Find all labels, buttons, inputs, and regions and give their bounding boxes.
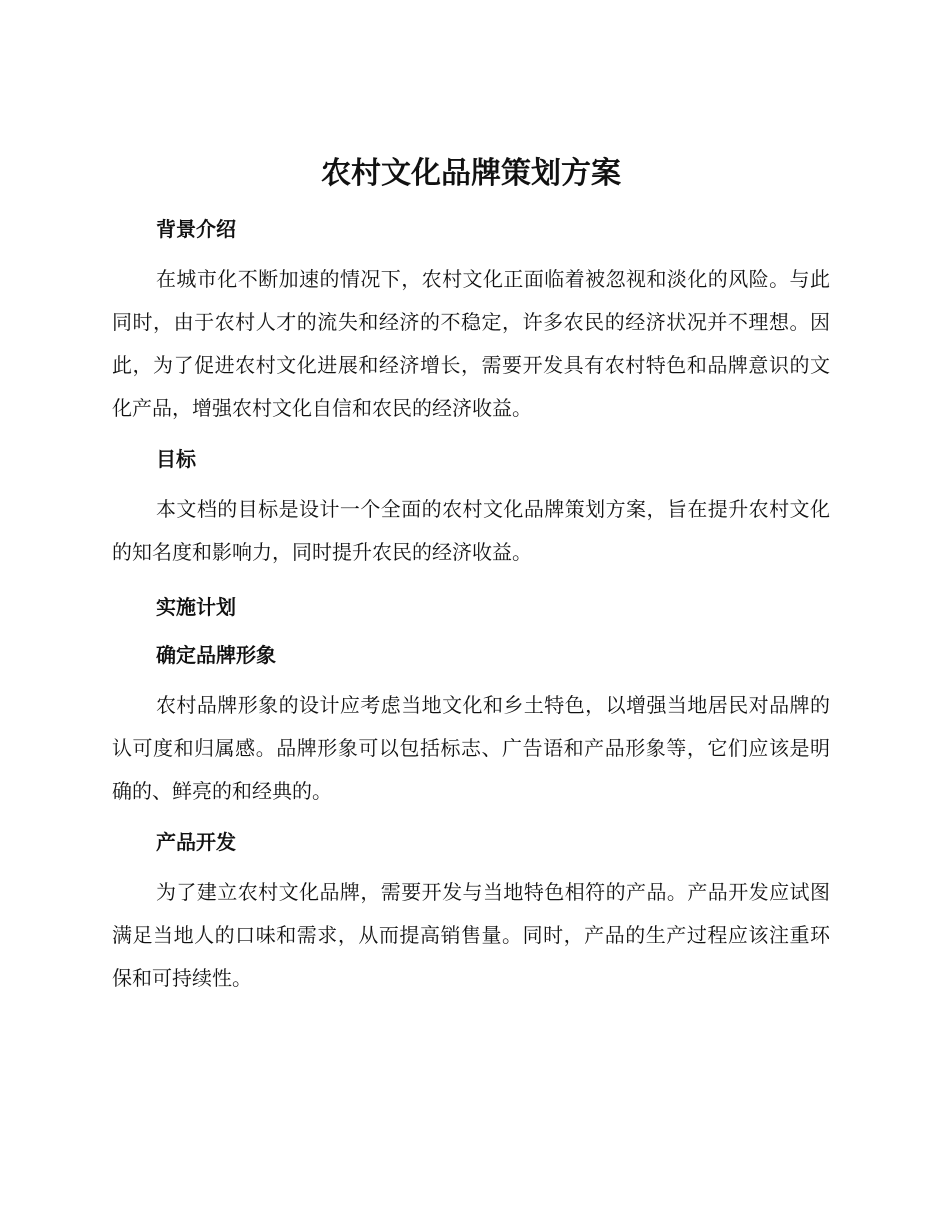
spacer: [112, 244, 830, 258]
spacer: [112, 430, 830, 444]
document-title: 农村文化品牌策划方案: [321, 156, 621, 191]
spacer: [112, 670, 830, 684]
spacer: [112, 813, 830, 827]
spacer: [112, 574, 830, 592]
section-heading-goal: 目标: [156, 447, 196, 471]
section-body-background: 在城市化不断加速的情况下，农村文化正面临着被忽视和淡化的风险。与此同时，由于农村人才的流失和经济的不稳定，许多农民的经济状况并不理想。因此，为了促进农村文化进展和经济增长，需要开发具有农村特色和品牌意识的文化产品，增强农村文化自信和农民的经济收益。: [112, 267, 830, 420]
section-heading-background: 背景介绍: [156, 217, 236, 241]
section-heading-plan: 实施计划: [156, 595, 236, 619]
section-body-brand-image: 农村品牌形象的设计应考虑当地文化和乡土特色，以增强当地居民对品牌的认可度和归属感。品牌形象可以包括标志、广告语和产品形象等，它们应该是明确的、鲜亮的和经典的。: [112, 693, 830, 803]
spacer: [112, 474, 830, 488]
section-body-goal: 本文档的目标是设计一个全面的农村文化品牌策划方案，旨在提升农村文化的知名度和影响力，同时提升农民的经济收益。: [112, 497, 830, 564]
section-heading-brand-image: 确定品牌形象: [156, 643, 276, 667]
spacer: [112, 622, 830, 640]
section-body-product-dev: 为了建立农村文化品牌，需要开发与当地特色相符的产品。产品开发应试图满足当地人的口味和需求，从而提高销售量。同时，产品的生产过程应该注重环保和可持续性。: [112, 880, 830, 990]
section-heading-product-dev: 产品开发: [156, 830, 236, 854]
spacer: [112, 857, 830, 871]
